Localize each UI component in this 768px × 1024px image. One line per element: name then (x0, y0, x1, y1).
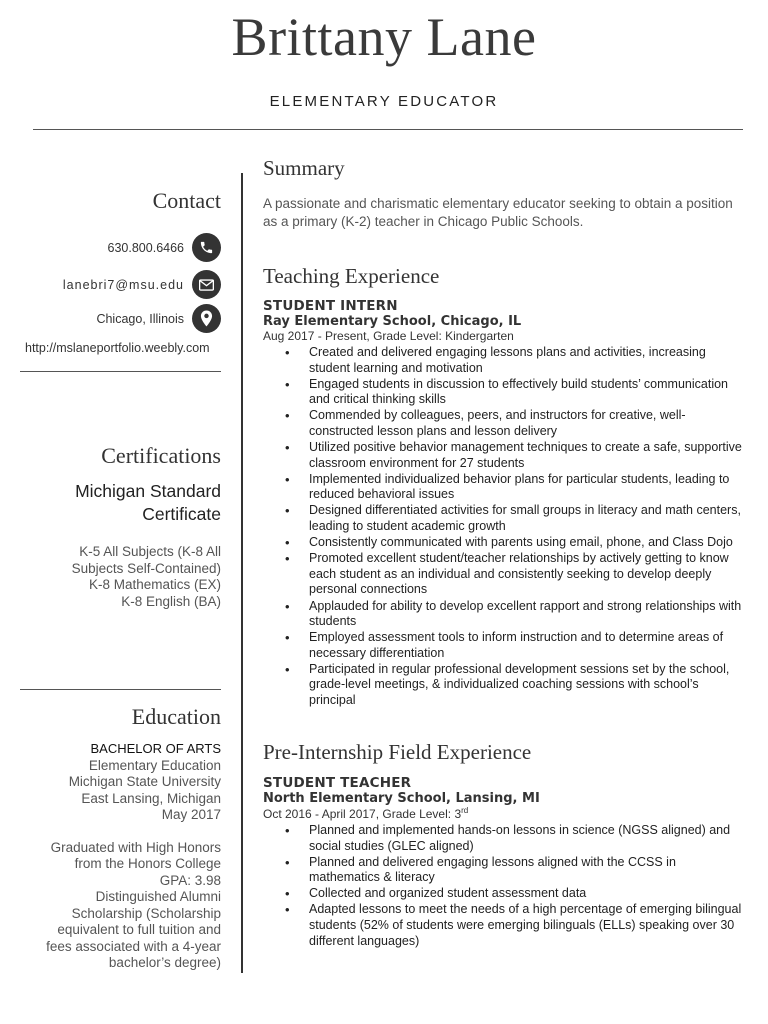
certifications-title: Certifications (101, 443, 221, 468)
teaching-bullet-list (263, 345, 748, 709)
contact-phone: 630.800.6466 (107, 240, 184, 255)
certification-name-2: Certificate (142, 504, 221, 524)
certification-name-1: Michigan Standard (75, 481, 221, 501)
bullet-item: • Implemented individualized behavior plans for particular students, leading to reduced behavioral issues (263, 472, 748, 503)
header-divider (33, 129, 743, 130)
field-experience-title: Pre-Internship Field Experience (263, 740, 532, 764)
envelope-icon (192, 270, 221, 299)
honors-line: fees associated with a 4-year (46, 938, 221, 954)
teaching-experience-title: Teaching Experience (263, 264, 440, 288)
certifications-divider (20, 689, 221, 690)
education-line: East Lansing, Michigan (81, 790, 221, 806)
job-dates-superscript: rd (461, 806, 469, 815)
honors-line: Graduated with High Honors (50, 839, 221, 855)
certification-line: Subjects Self-Contained) (71, 560, 221, 576)
bullet-item: • Planned and delivered engaging lessons aligned with the CCSS in mathematics & literacy (263, 855, 748, 886)
contact-email-row (18, 270, 221, 300)
job-dates: Aug 2017 - Present, Grade Level: Kindergarten (263, 329, 514, 343)
contact-location: Chicago, Illinois (96, 311, 184, 326)
job-organization: Ray Elementary School, Chicago, IL (263, 314, 522, 329)
contact-website[interactable]: http://mslaneportfolio.weebly.com (25, 341, 210, 355)
column-divider (241, 173, 243, 973)
contact-phone-row (18, 233, 221, 263)
honors-line: Distinguished Alumni (95, 889, 221, 904)
field-experience-entry (263, 775, 748, 950)
bullet-item: • Applauded for ability to develop excellent rapport and strong relationships with students (263, 599, 748, 630)
certification-line: K-8 Mathematics (EX) (88, 577, 221, 592)
bullet-item: • Employed assessment tools to inform instruction and to determine areas of necessary differentiation (263, 630, 748, 661)
bullet-item: • Engaged students in discussion to effectively build students’ communication and critical thinking skills (263, 377, 748, 408)
job-role: STUDENT INTERN (263, 298, 398, 314)
certification-line: K-8 English (BA) (121, 593, 221, 609)
education-block (18, 741, 221, 972)
degree-title: BACHELOR OF ARTS (90, 741, 221, 756)
honors-line: from the Honors College (74, 856, 221, 871)
job-organization: North Elementary School, Lansing, MI (263, 791, 540, 806)
certification-line: K-5 All Subjects (K-8 All (79, 544, 221, 559)
summary-title: Summary (263, 156, 345, 180)
bullet-item: • Created and delivered engaging lessons plans and activities, increasing student learning and motivation (263, 345, 748, 376)
bullet-item: • Planned and implemented hands-on lessons in science (NGSS aligned) and social studies (GLEC aligned) (263, 823, 748, 854)
education-line: May 2017 (161, 807, 221, 822)
bullet-item: • Promoted excellent student/teacher relationships by actively getting to know each student as an individual and consistently seeking to develop deeply personal connections (263, 551, 748, 598)
bullet-item: • Consistently communicated with parents using email, phone, and Class Dojo (263, 535, 748, 551)
field-bullet-list (263, 823, 748, 949)
contact-email[interactable]: lanebri7@msu.edu (62, 277, 184, 292)
job-role: STUDENT TEACHER (263, 775, 412, 791)
education-title: Education (131, 704, 221, 729)
education-line: Elementary Education (88, 757, 221, 773)
bullet-item: • Participated in regular professional development sessions set by the school, grade-level meetings, & individualized coaching sessions with school’s principal (263, 662, 748, 709)
contact-divider (20, 371, 221, 372)
certification-block (18, 480, 221, 610)
honors-line: equivalent to full tuition and (57, 922, 221, 937)
resume-headline: ELEMENTARY EDUCATOR (269, 93, 499, 110)
teaching-experience-entry (263, 298, 748, 709)
bullet-item: • Utilized positive behavior management techniques to create a safe, supportive classroom environment for 27 students (263, 440, 748, 471)
job-dates (263, 806, 748, 821)
phone-icon (192, 233, 221, 262)
honors-line: Scholarship (Scholarship (71, 905, 221, 921)
honors-line: GPA: 3.98 (159, 872, 221, 888)
bullet-item: • Designed differentiated activities for small groups in literacy and math centers, leading to student academic growth (263, 503, 748, 534)
job-dates-text: Oct 2016 - April 2017, Grade Level: 3 (263, 807, 462, 821)
contact-location-row (18, 304, 221, 334)
bullet-item: • Adapted lessons to meet the needs of a high percentage of emerging bilingual students (52% of students were emerging bilinguals (ELLs) speaking over 30 different languages) (263, 902, 748, 949)
honors-line: bachelor’s degree) (108, 955, 221, 970)
bullet-item: • Commended by colleagues, peers, and instructors for creative, well-constructed lesson plans and lesson delivery (263, 408, 748, 439)
resume-name: Brittany Lane (231, 7, 537, 67)
summary-text: A passionate and charismatic elementary educator seeking to obtain a position as a primary (K-2) teacher in Chicago Public Schools. (263, 196, 733, 229)
bullet-item: • Collected and organized student assessment data (263, 886, 748, 902)
map-pin-icon (192, 304, 221, 333)
education-line: Michigan State University (68, 774, 221, 789)
contact-title: Contact (152, 188, 221, 213)
